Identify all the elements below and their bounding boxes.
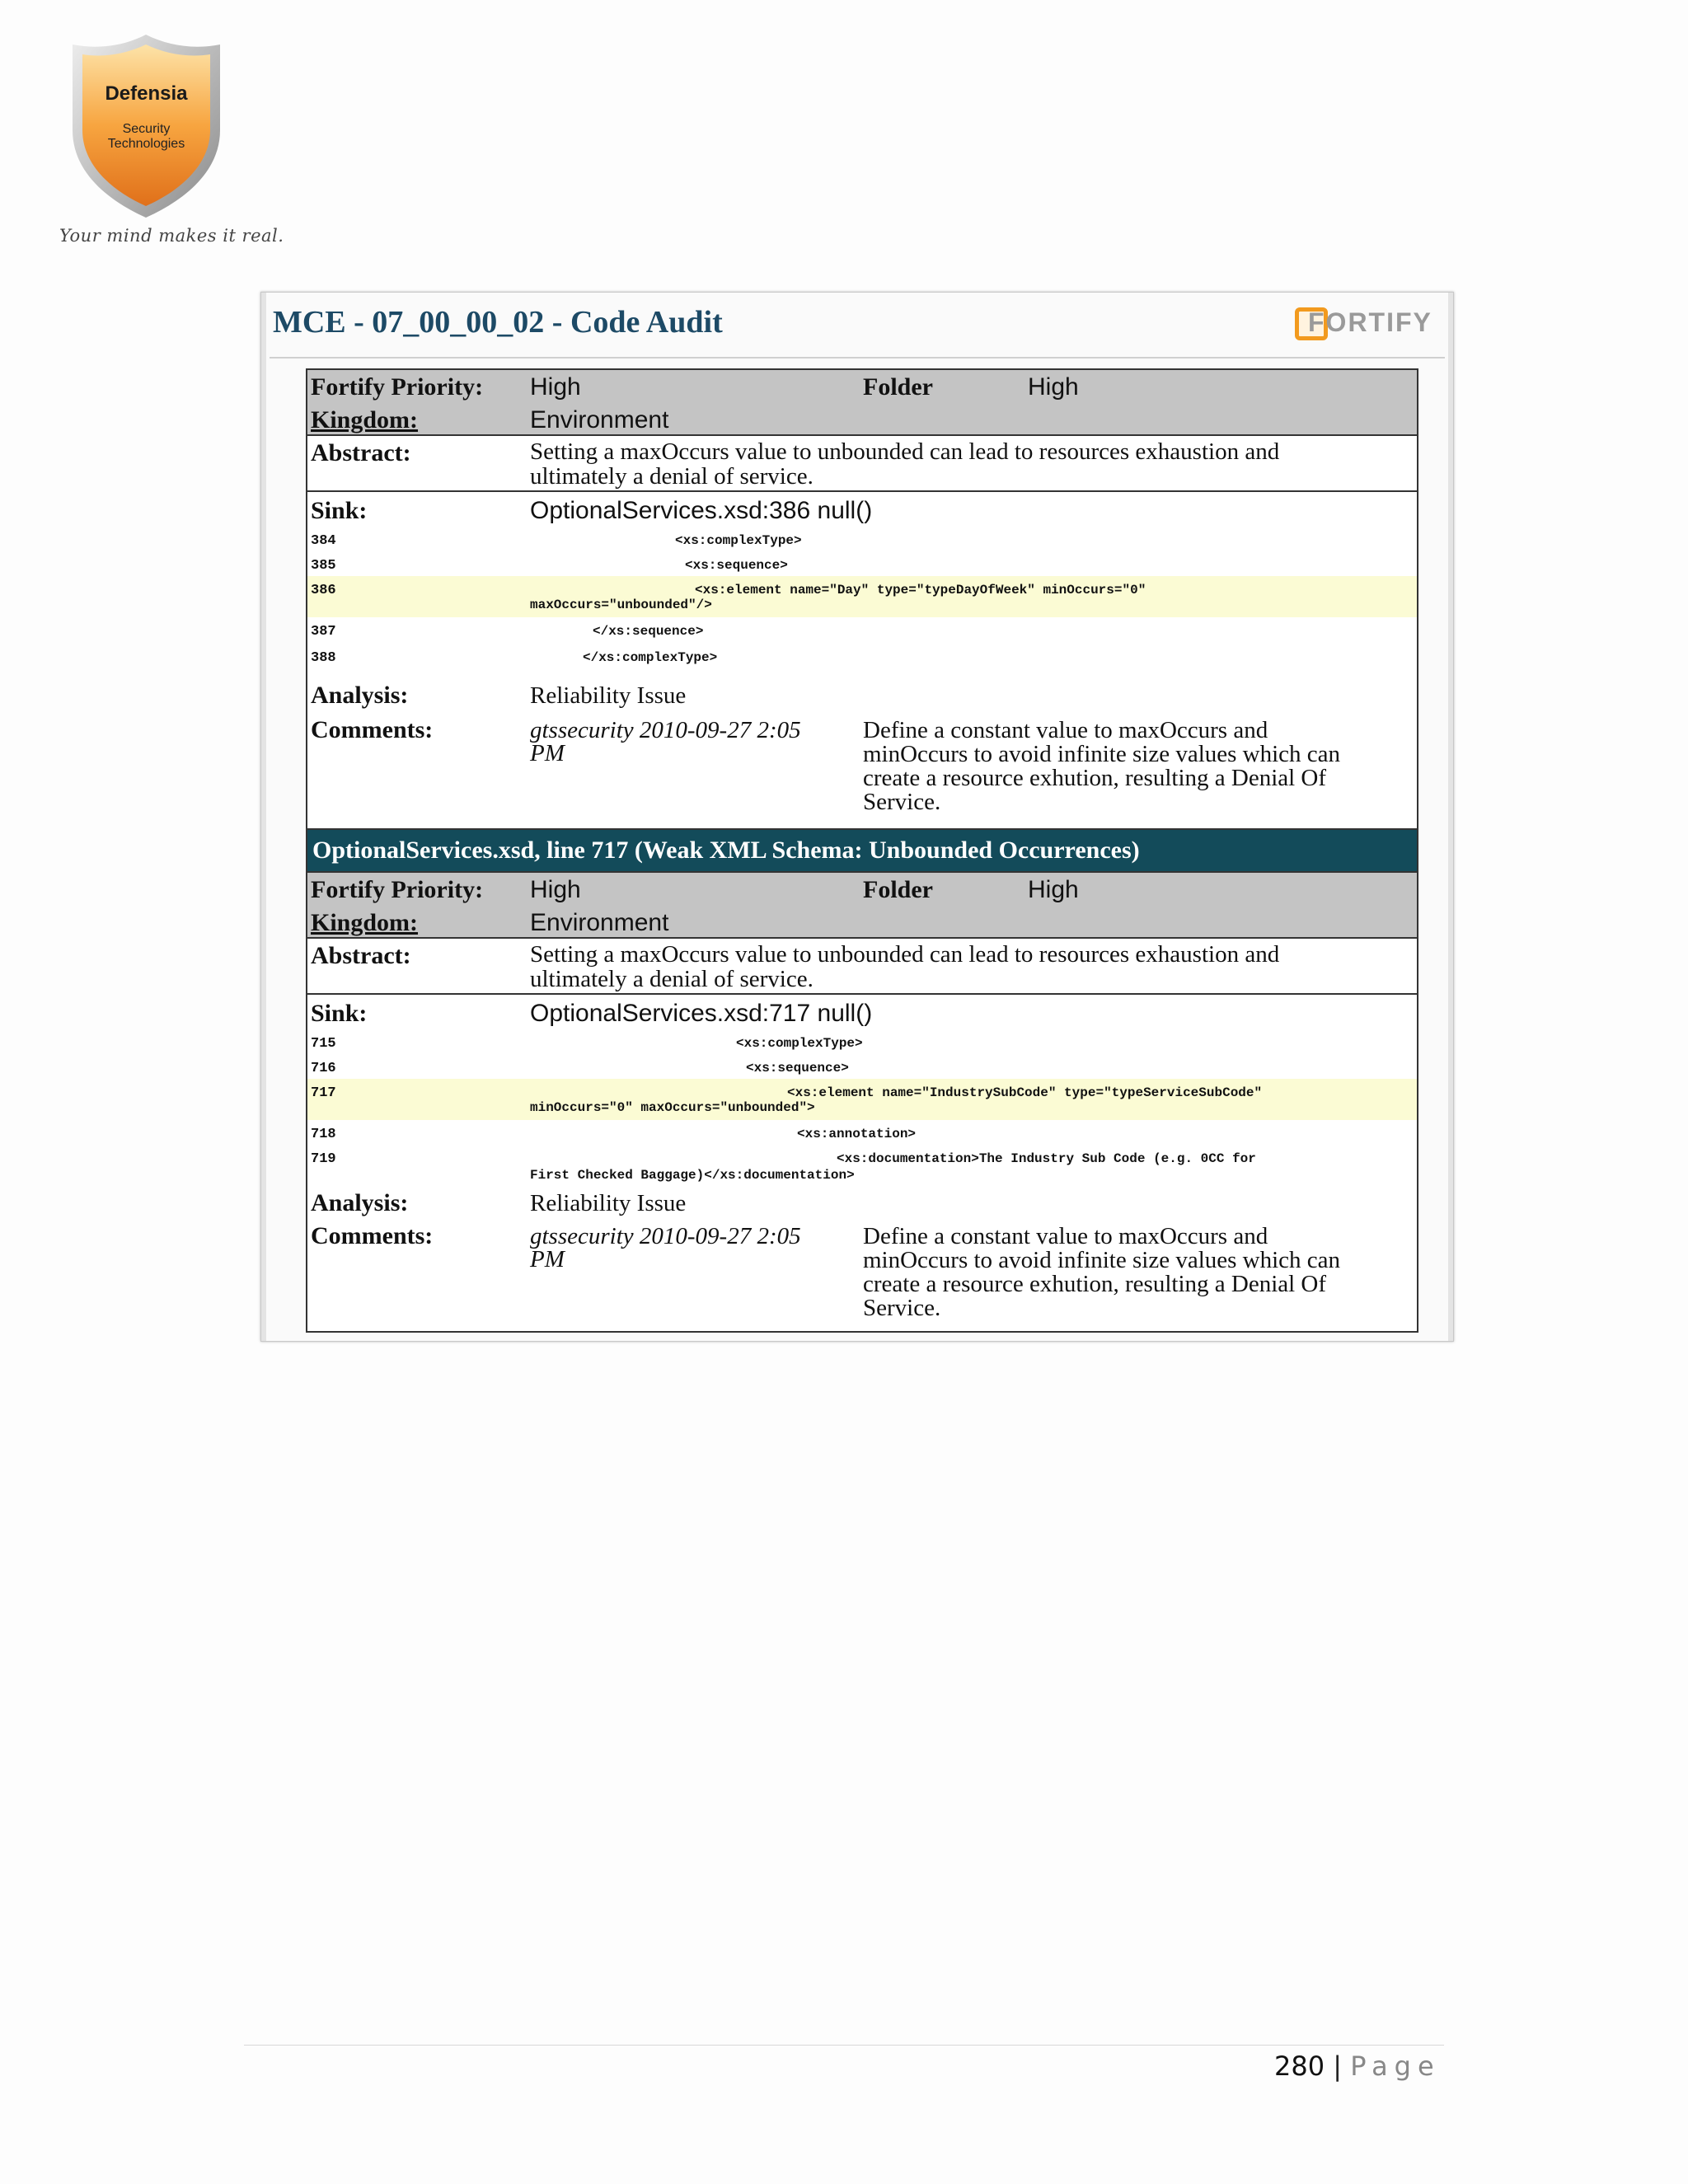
line-number: 715: [311, 1036, 336, 1052]
sink-value: OptionalServices.xsd:717 null(): [530, 1000, 873, 1027]
abstract-label: Abstract:: [311, 439, 411, 466]
line-number: 718: [311, 1127, 336, 1142]
line-number: 719: [311, 1151, 336, 1167]
abstract-text: ultimately a denial of service.: [530, 966, 814, 992]
analysis-value: Reliability Issue: [530, 1190, 687, 1216]
comment-text: Service.: [863, 1295, 941, 1321]
code-line: </xs:sequence>: [593, 624, 704, 639]
logo-subtitle: Technologies: [107, 137, 185, 151]
sink-value: OptionalServices.xsd:386 null(): [530, 497, 873, 524]
code-line: <xs:annotation>: [797, 1127, 917, 1141]
fortify-logo: [1295, 306, 1442, 345]
logo-name: Defensia: [105, 82, 188, 105]
priority-band: [307, 370, 1417, 436]
sink-row: [307, 492, 1417, 682]
page-label: Page: [1350, 2050, 1441, 2082]
line-number: 717: [311, 1085, 336, 1101]
code-line: <xs:sequence>: [685, 558, 788, 573]
priority-label: Fortify Priority:: [311, 373, 484, 401]
folder-label: Folder: [863, 876, 933, 903]
comment-text: minOccurs to avoid infinite size values which can: [863, 1247, 1341, 1273]
code-line: <xs:complexType>: [675, 533, 802, 548]
report-title: MCE - 07_00_00_02 - Code Audit: [273, 305, 723, 340]
sink-label: Sink:: [311, 497, 368, 524]
analysis-label: Analysis:: [311, 1189, 409, 1216]
comment-author: PM: [530, 1246, 565, 1272]
line-number: 384: [311, 533, 336, 549]
findings-table: [306, 368, 1418, 1333]
page-separator: |: [1333, 2050, 1343, 2082]
analysis-row: [307, 682, 1417, 828]
folder-value: High: [1028, 876, 1079, 903]
code-line: </xs:complexType>: [583, 650, 718, 665]
comment-text: Service.: [863, 789, 941, 815]
code-line: <xs:element name="Day" type="typeDayOfWeek" minOccurs="0": [695, 583, 1146, 598]
comment-text: create a resource exhution, resulting a Denial Of: [863, 765, 1327, 791]
abstract-text: Setting a maxOccurs value to unbounded can lead to resources exhaustion and: [530, 438, 1280, 465]
code-line-continuation: minOccurs="0" maxOccurs="unbounded">: [530, 1100, 815, 1115]
kingdom-value: Environment: [530, 909, 669, 936]
analysis-label: Analysis:: [311, 682, 409, 709]
sink-label: Sink:: [311, 1000, 368, 1027]
comment-text: minOccurs to avoid infinite size values which can: [863, 741, 1341, 767]
abstract-label: Abstract:: [311, 942, 411, 969]
abstract-row: [307, 436, 1417, 492]
comment-author: PM: [530, 740, 565, 766]
code-line-continuation: maxOccurs="unbounded"/>: [530, 598, 712, 612]
comment-author: gtssecurity 2010-09-27 2:05: [530, 1223, 801, 1249]
analysis-row: [307, 1189, 1417, 1331]
line-number: 388: [311, 650, 336, 666]
logo-subtitle: Security: [122, 122, 171, 136]
code-line: <xs:complexType>: [736, 1036, 863, 1051]
page-number: 280: [1274, 2050, 1325, 2082]
comment-text: create a resource exhution, resulting a Denial Of: [863, 1271, 1327, 1297]
abstract-row: [307, 939, 1417, 995]
code-audit-report: [260, 292, 1454, 1342]
line-number: 716: [311, 1061, 336, 1076]
kingdom-label: Kingdom:: [311, 406, 419, 434]
issue-title: OptionalServices.xsd, line 717 (Weak XML Schema: Unbounded Occurrences): [312, 837, 1140, 864]
comments-label: Comments:: [311, 716, 434, 743]
priority-band: [307, 873, 1417, 939]
logo-tagline: Your mind makes it real.: [59, 226, 284, 246]
line-number: 385: [311, 558, 336, 574]
code-line: <xs:documentation>The Industry Sub Code (e.g. 0CC for: [837, 1151, 1256, 1166]
priority-label: Fortify Priority:: [311, 876, 484, 903]
abstract-text: ultimately a denial of service.: [530, 463, 814, 490]
divider: [270, 357, 1445, 359]
code-line-continuation: First Checked Baggage)</xs:documentation>: [530, 1168, 855, 1183]
issue-header: [307, 828, 1417, 873]
comment-author: gtssecurity 2010-09-27 2:05: [530, 717, 801, 743]
folder-label: Folder: [863, 373, 933, 401]
footer-divider: [244, 2045, 1444, 2046]
abstract-text: Setting a maxOccurs value to unbounded can lead to resources exhaustion and: [530, 941, 1280, 968]
fortify-brand: FORTIFY: [1308, 307, 1432, 337]
code-line: <xs:sequence>: [746, 1061, 849, 1076]
priority-value: High: [530, 373, 581, 401]
comment-text: Define a constant value to maxOccurs and: [863, 717, 1268, 743]
analysis-value: Reliability Issue: [530, 682, 687, 709]
priority-value: High: [530, 876, 581, 903]
code-line: <xs:element name="IndustrySubCode" type="typeServiceSubCode": [787, 1085, 1263, 1100]
company-logo: [66, 31, 227, 221]
line-number: 386: [311, 583, 336, 598]
line-number: 387: [311, 624, 336, 640]
kingdom-label: Kingdom:: [311, 909, 419, 936]
sink-row: [307, 995, 1417, 1189]
folder-value: High: [1028, 373, 1079, 401]
comments-label: Comments:: [311, 1222, 434, 1249]
kingdom-value: Environment: [530, 406, 669, 434]
page-footer: [1274, 2050, 1441, 2082]
comment-text: Define a constant value to maxOccurs and: [863, 1223, 1268, 1249]
